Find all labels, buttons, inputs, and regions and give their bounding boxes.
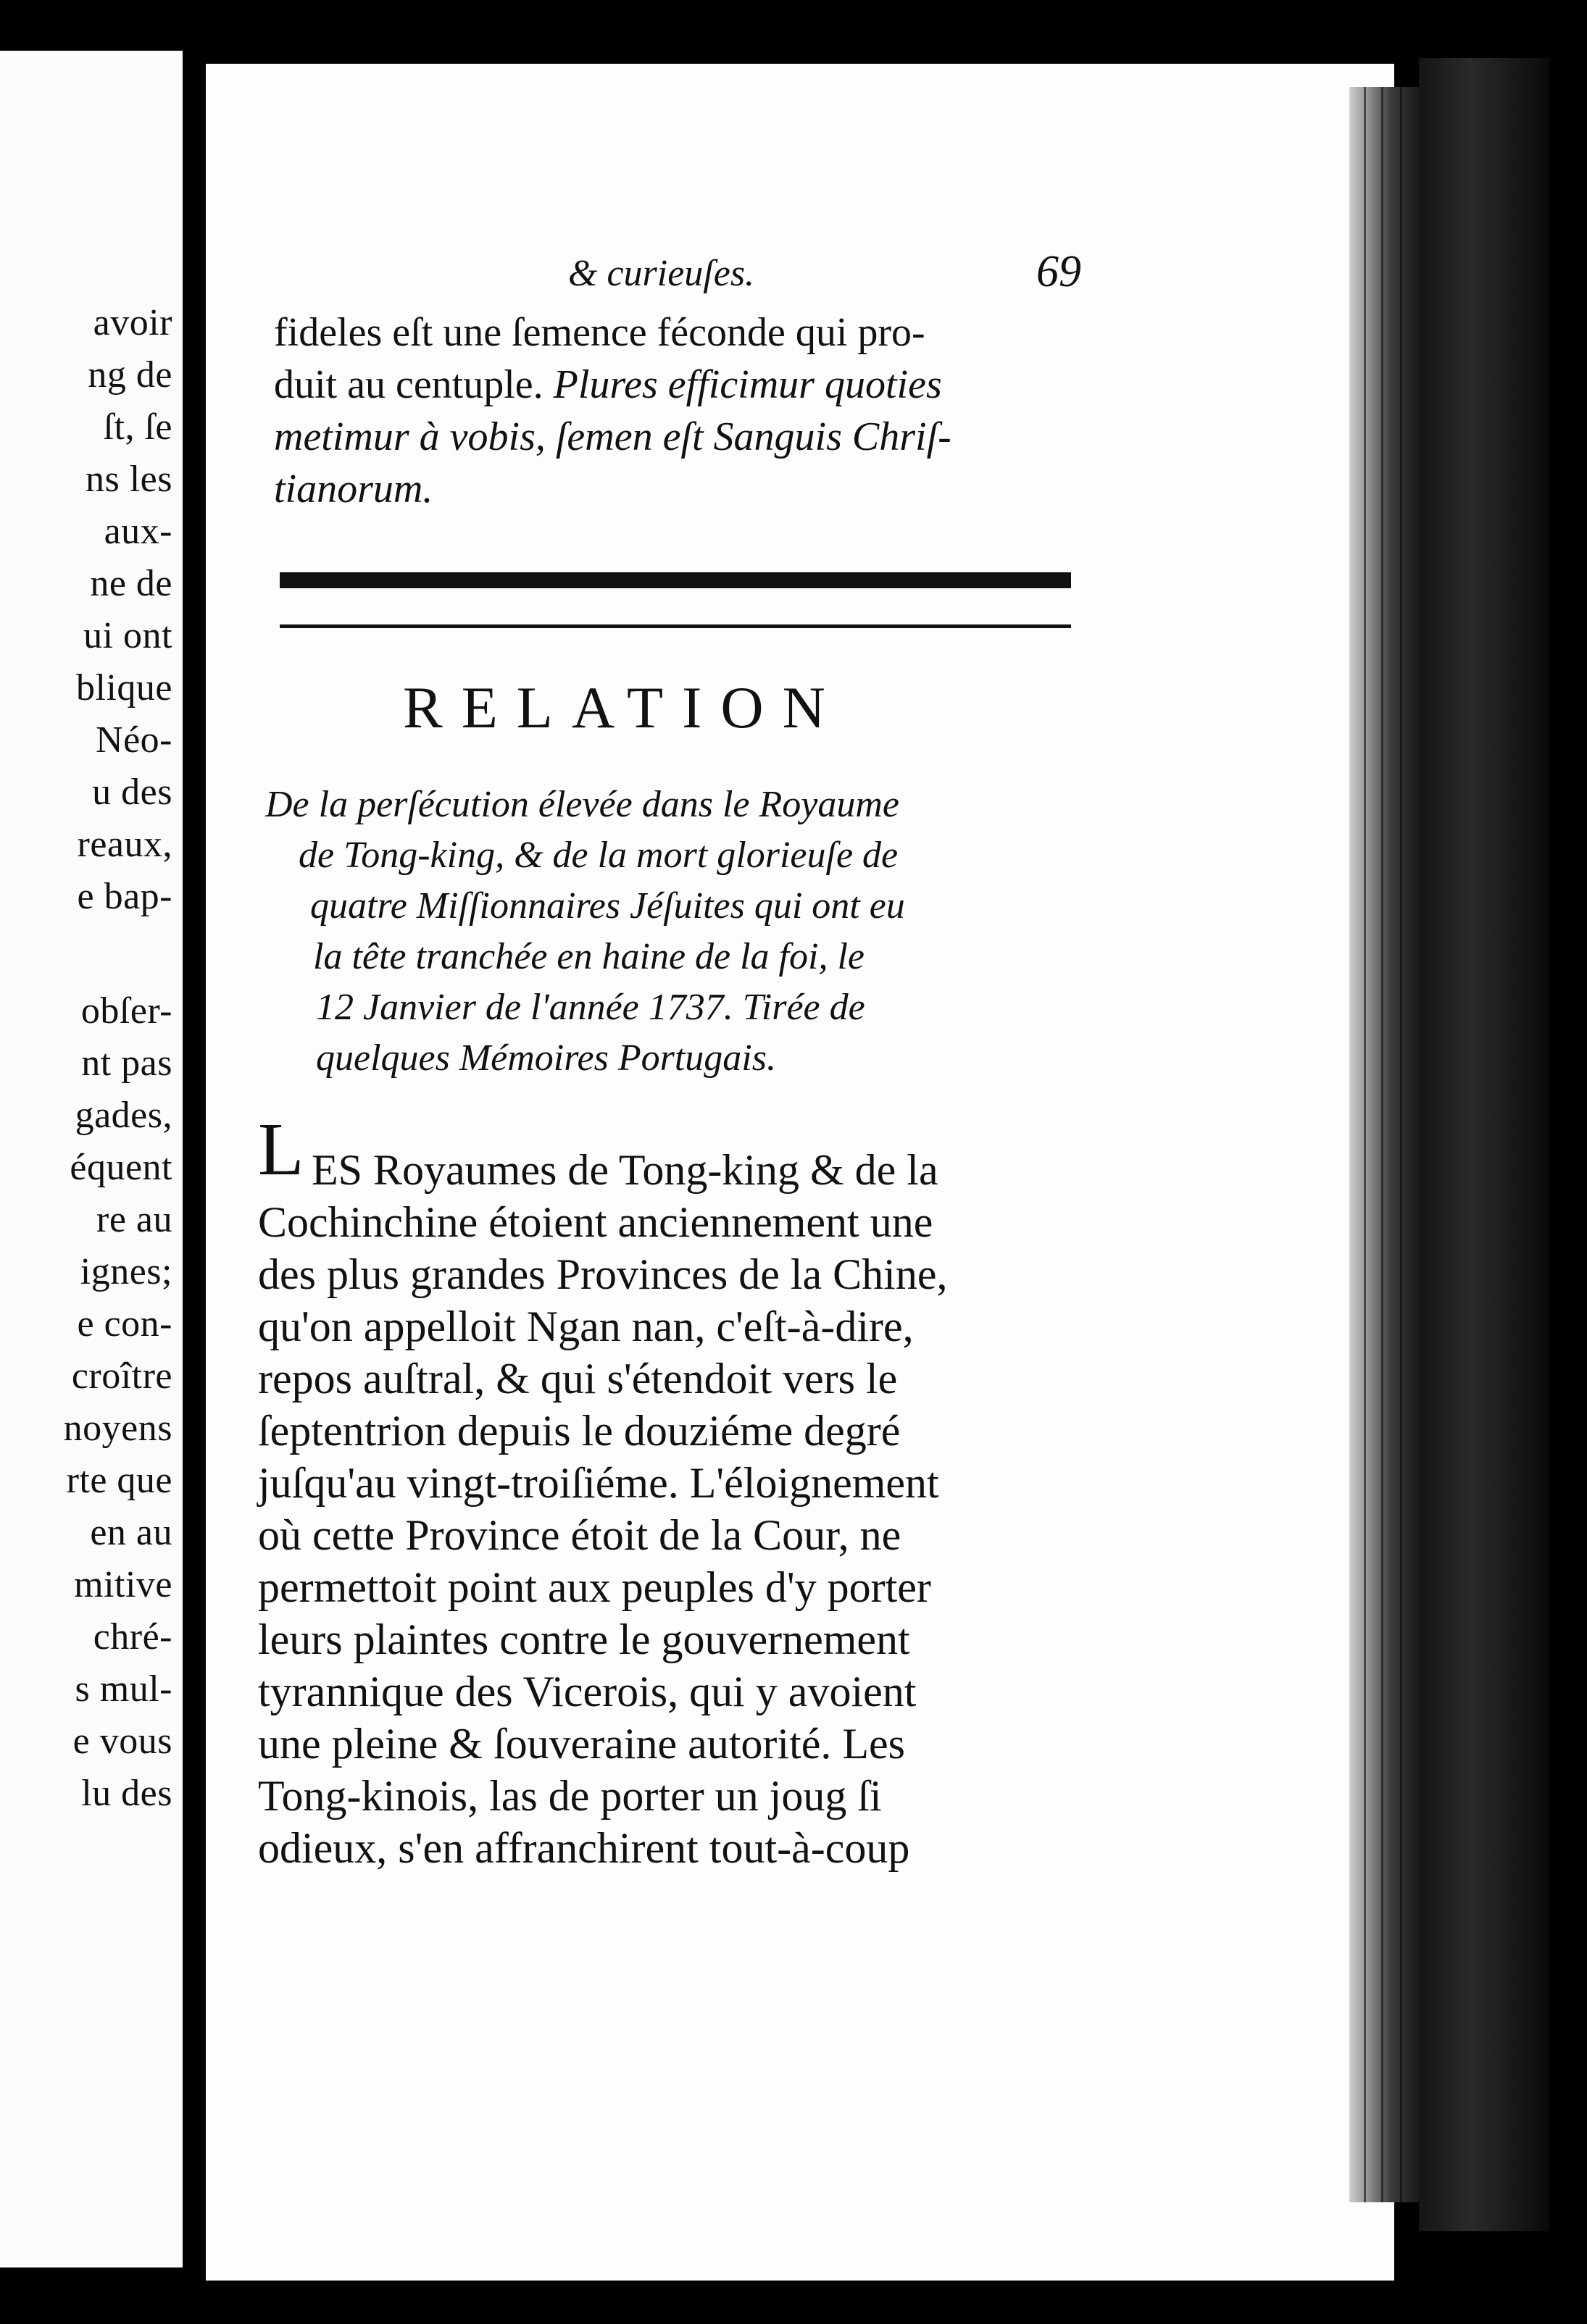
left-page-line: ſt, ſe	[103, 406, 172, 448]
intro-line: metimur à vobis, ſemen eſt Sanguis Chriſ-	[274, 414, 951, 459]
subtitle-line: quatre Miſſionnaires Jéſuites qui ont eu	[310, 885, 905, 927]
body-line: odieux, s'en affranchirent tout-à-coup	[258, 1824, 910, 1872]
left-page-line: lu des	[81, 1773, 172, 1814]
book-spine-shadow	[1419, 58, 1549, 2231]
left-page-line: e con-	[77, 1303, 172, 1345]
left-page-line: ignes;	[80, 1251, 172, 1292]
left-page-line: e bap-	[77, 876, 172, 917]
body-line: où cette Province étoit de la Cour, ne	[258, 1511, 901, 1559]
intro-line: tianorum.	[274, 467, 433, 511]
left-page-line: équent	[70, 1147, 172, 1188]
subtitle-line: 12 Janvier de l'année 1737. Tirée de	[316, 987, 865, 1028]
left-page-line: chré-	[93, 1616, 172, 1658]
left-page-line: e vous	[72, 1721, 172, 1762]
left-page-line: gades,	[75, 1095, 172, 1136]
body-line: tyrannique des Vicerois, qui y avoient	[258, 1668, 917, 1715]
left-page-line: reaux,	[77, 824, 172, 865]
running-head: & curieuſes.	[568, 253, 755, 294]
left-page-line: ne de	[90, 563, 172, 604]
intro-line: fideles eſt une ſemence féconde qui pro-	[274, 310, 925, 355]
body-line: ſeptentrion depuis le douziéme degré	[258, 1407, 901, 1455]
left-page-line: mitive	[74, 1564, 172, 1605]
body-line: permettoit point aux peuples d'y porter	[258, 1563, 931, 1611]
left-page-line: Néo-	[96, 719, 172, 761]
subtitle-line: quelques Mémoires Portugais.	[316, 1037, 776, 1079]
left-page-line: rte que	[66, 1460, 172, 1501]
body-line: Tong-kinois, las de porter un joug ſi	[258, 1772, 882, 1820]
page-edge-shading	[1349, 87, 1419, 2202]
drop-cap: L	[258, 1108, 304, 1191]
body-line: ES Royaumes de Tong-king & de la	[312, 1146, 938, 1194]
left-page-line: blique	[76, 667, 172, 709]
left-page-line: s mul-	[75, 1668, 172, 1710]
left-page-line: ns les	[86, 459, 172, 500]
body-line: juſqu'au vingt-troiſiéme. L'éloignement	[258, 1459, 939, 1507]
section-title: RELATION	[403, 674, 844, 740]
body-line: leurs plaintes contre le gouvernement	[258, 1615, 910, 1663]
left-page-line: u des	[92, 772, 172, 813]
subtitle-line: la tête tranchée en haine de la foi, le	[313, 936, 865, 977]
subtitle-line: de Tong-king, & de la mort glorieuſe de	[299, 835, 899, 876]
left-page-line: ng de	[88, 354, 172, 396]
body-line: Cochinchine étoient anciennement une	[258, 1198, 933, 1246]
body-line: une pleine & ſouveraine autorité. Les	[258, 1720, 905, 1768]
left-page-line: obſer-	[80, 990, 172, 1032]
left-page-line: avoir	[93, 302, 172, 343]
left-page-line: noyens	[63, 1408, 172, 1449]
intro-line: duit au centuple. Plures efficimur quoties	[274, 362, 942, 407]
left-page-line: croître	[71, 1355, 172, 1397]
section-rule-thin	[280, 624, 1071, 628]
left-page-line: nt pas	[81, 1042, 172, 1084]
left-facing-page	[0, 51, 183, 2267]
section-rule-thick	[280, 572, 1071, 588]
subtitle-line: De la perſécution élevée dans le Royaume	[265, 784, 899, 825]
body-line: qu'on appelloit Ngan nan, c'eſt-à-dire,	[258, 1303, 914, 1350]
body-line: des plus grandes Provinces de la Chine,	[258, 1250, 948, 1298]
body-line: repos auſtral, & qui s'étendoit vers le	[258, 1355, 898, 1403]
left-page-line: ui ont	[83, 615, 172, 656]
page-number: 69	[1036, 247, 1081, 296]
left-page-line: re au	[96, 1199, 172, 1240]
left-page-line: aux-	[104, 511, 172, 552]
left-page-line: en au	[90, 1512, 172, 1553]
